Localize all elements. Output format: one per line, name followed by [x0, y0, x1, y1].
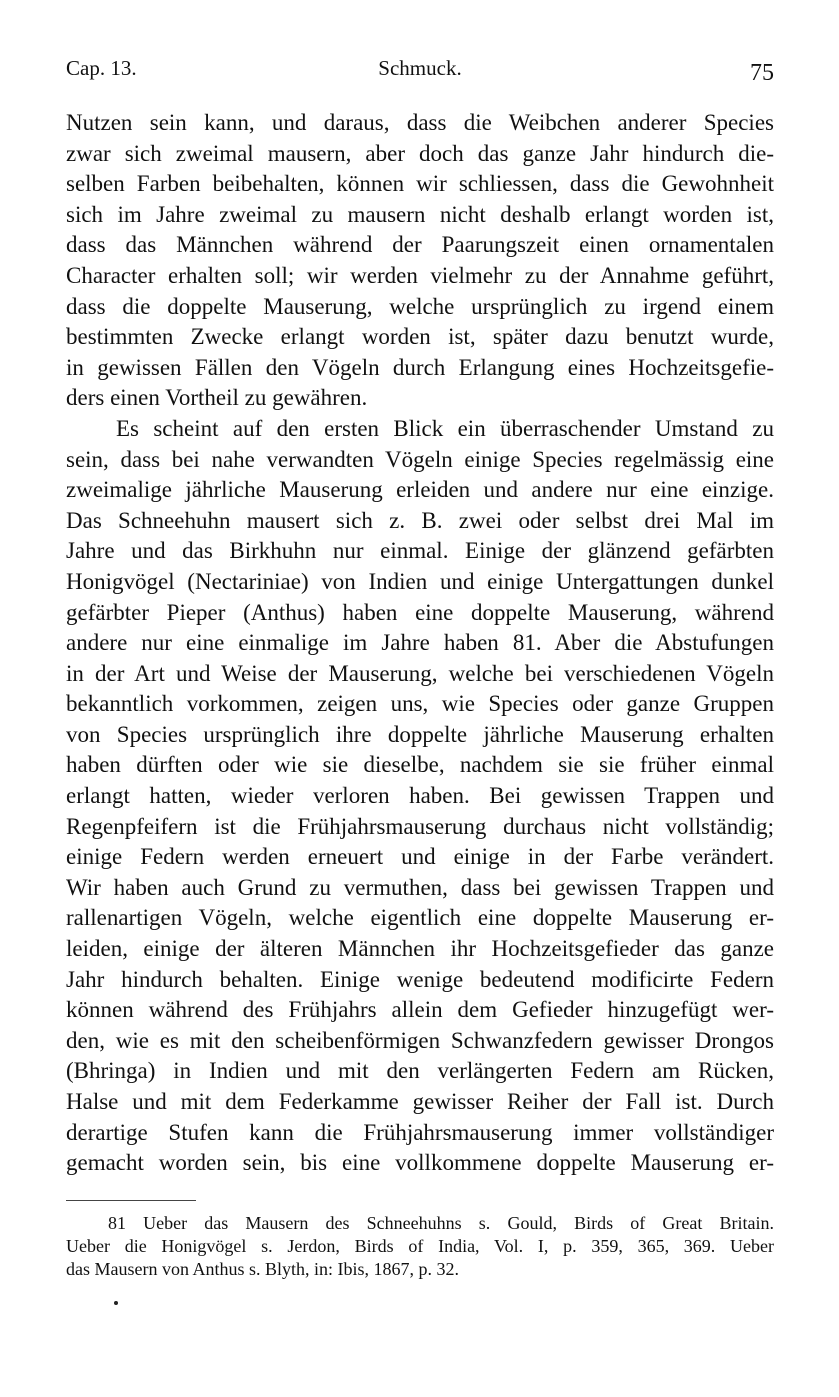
text-line: rallenartigen Vögeln, welche eigentlich eine doppelte Mauserung er-: [66, 905, 774, 931]
ink-speck: [114, 1301, 118, 1305]
text-line: gefärbter Pieper (Anthus) haben eine doppelte Mauserung, während: [66, 599, 774, 625]
text-line: ders einen Vortheil zu gewähren.: [66, 385, 368, 411]
text-line: sein, dass bei nahe verwandten Vögeln einige Species regelmässig eine: [66, 446, 774, 472]
text-line: Halse und mit dem Federkamme gewisser Reiher der Fall ist. Durch: [66, 1089, 774, 1114]
footnote-line: das Mausern von Anthus s. Blyth, in: Ibis, 1867, p. 32.: [66, 1259, 460, 1279]
text-line: können während des Frühjahrs allein dem Gefieder hinzugefügt wer-: [66, 997, 774, 1023]
running-title: Schmuck.: [378, 56, 462, 80]
text-line: in der Art und Weise der Mauserung, welche bei verschiedenen Vögeln: [66, 660, 774, 686]
footnote-separator: [66, 1200, 196, 1201]
text-line: (Bhringa) in Indien und mit den verlängerten Federn am Rücken,: [66, 1058, 774, 1084]
text-line: Regenpfeifern ist die Frühjahrsmauserung durchaus nicht vollständig;: [66, 813, 774, 839]
chapter-label: Cap. 13.: [66, 56, 137, 80]
text-line: selben Farben beibehalten, können wir schliessen, dass die Gewohnheit: [66, 171, 774, 197]
text-line: sich im Jahre zweimal zu mausern nicht deshalb erlangt worden ist,: [66, 201, 774, 227]
text-line: zweimalige jährliche Mauserung erleiden und andere nur eine einzige.: [66, 477, 774, 503]
text-line: Jahre und das Birkhuhn nur einmal. Einige der glänzend gefärbten: [66, 538, 774, 564]
text-line: gemacht worden sein, bis eine vollkommene doppelte Mauserung er-: [66, 1150, 774, 1176]
text-line: einige Federn werden erneuert und einige in der Farbe verändert.: [66, 844, 774, 870]
text-line: andere nur eine einmalige im Jahre haben 81. Aber die Abstufungen: [66, 630, 774, 656]
text-line: dass das Männchen während der Paarungszeit einen ornamentalen: [66, 232, 774, 258]
text-line: zwar sich zweimal mausern, aber doch das ganze Jahr hindurch die-: [66, 140, 774, 166]
text-line: erlangt hatten, wieder verloren haben. Bei gewissen Trappen und: [66, 783, 774, 809]
text-line: bestimmten Zwecke erlangt worden ist, später dazu benutzt wurde,: [66, 324, 774, 350]
footnote-line: Ueber die Honigvögel s. Jerdon, Birds of India, Vol. I, p. 359, 365, 369. Ueber: [66, 1236, 774, 1256]
text-line: Nutzen sein kann, und daraus, dass die Weibchen anderer Species: [66, 110, 774, 135]
body-text: [66, 108, 774, 1179]
page-number: 75: [750, 60, 774, 86]
text-line: bekanntlich vorkommen, zeigen uns, wie Species oder ganze Gruppen: [66, 691, 774, 717]
running-header: [66, 56, 774, 86]
text-line: derartige Stufen kann die Frühjahrsmauserung immer vollständiger: [66, 1119, 774, 1145]
text-line: dass die doppelte Mauserung, welche ursprünglich zu irgend einem: [66, 293, 774, 319]
footnotes: [66, 1212, 774, 1281]
text-line: Das Schneehuhn mausert sich z. B. zwei oder selbst drei Mal im: [66, 507, 774, 533]
text-line: Wir haben auch Grund zu vermuthen, dass bei gewissen Trappen und: [66, 874, 774, 900]
text-line: in gewissen Fällen den Vögeln durch Erlangung eines Hochzeitsgefie-: [66, 354, 774, 380]
footnote-line: 81 Ueber das Mausern des Schneehuhns s. Gould, Birds of Great Britain.: [108, 1213, 774, 1233]
text-line: den, wie es mit den scheibenförmigen Schwanzfedern gewisser Drongos: [66, 1027, 774, 1053]
text-line: leiden, einige der älteren Männchen ihr Hochzeitsgefieder das ganze: [66, 936, 774, 962]
text-line: von Species ursprünglich ihre doppelte jährliche Mauserung erhalten: [66, 721, 774, 747]
text-line: haben dürften oder wie sie dieselbe, nachdem sie sie früher einmal: [66, 752, 774, 778]
text-line: Character erhalten soll; wir werden vielmehr zu der Annahme geführt,: [66, 262, 774, 288]
text-line: Honigvögel (Nectariniae) von Indien und einige Untergattungen dunkel: [66, 568, 774, 594]
text-line: Es scheint auf den ersten Blick ein überraschender Umstand zu: [116, 415, 774, 441]
text-line: Jahr hindurch behalten. Einige wenige bedeutend modificirte Federn: [66, 966, 774, 992]
